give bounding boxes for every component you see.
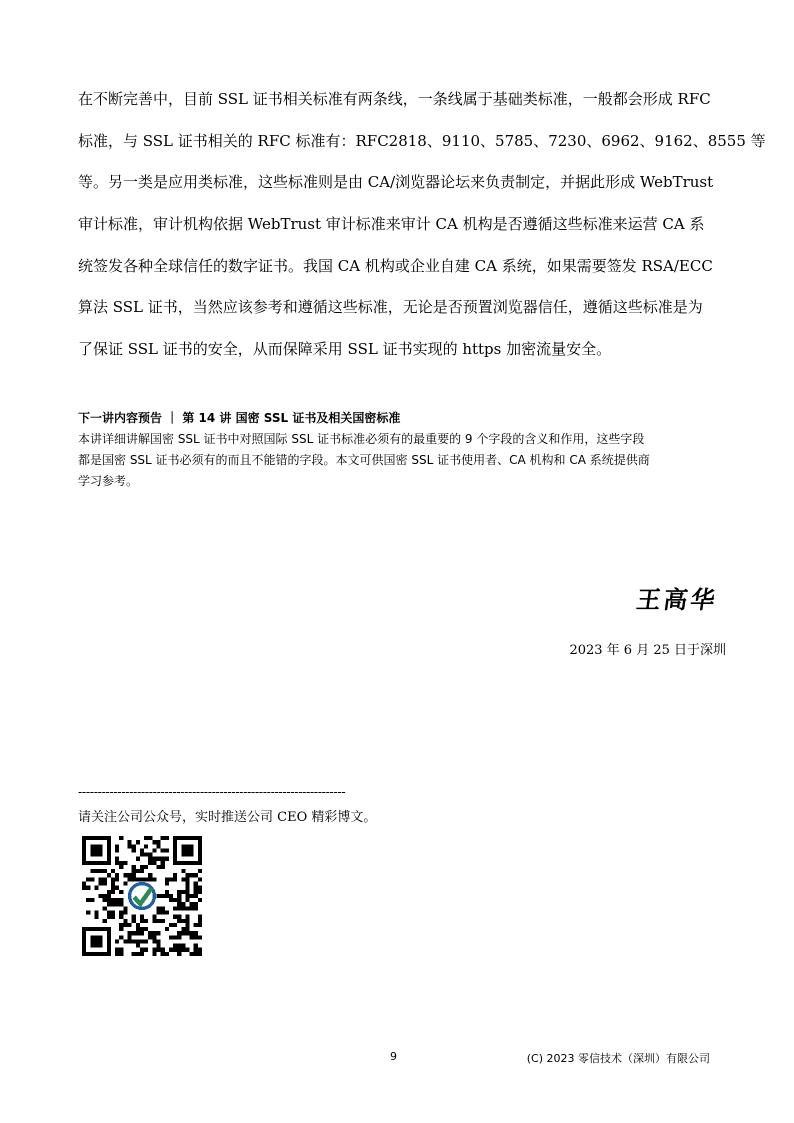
next-lecture-preview-title: 下一讲内容预告 ｜ 第 14 讲 国密 SSL 证书及相关国密标准 [78,411,401,425]
body-text-line: 标准，与 SSL 证书相关的 RFC 标准有：RFC2818、9110、5785、7230、6962、9162、8555 等 [78,132,766,150]
preview-text-line: 学习参考。 [78,474,139,488]
follow-account-text: 请关注公司公众号，实时推送公司 CEO 精彩博文。 [78,810,377,825]
body-text-line: 审计标准，审计机构依据 WebTrust 审计标准来审计 CA 机构是否遵循这些标准来运营 CA 系 [78,215,705,233]
footer-copyright: (C) 2023 零信技术（深圳）有限公司 [526,1052,710,1065]
qr-logo-icon [128,882,157,911]
body-text-line: 在不断完善中，目前 SSL 证书相关标准有两条线，一条线属于基础类标准，一般都会形成 RFC [78,90,711,108]
separator-line: -------------------------------------------------------------------- [78,785,346,799]
page-number: 9 [390,1050,397,1063]
preview-text-line: 本讲详细讲解国密 SSL 证书中对照国际 SSL 证书标准必须有的最重要的 9 个字段的含义和作用，这些字段 [78,432,645,446]
body-text-line: 等。另一类是应用类标准，这些标准则是由 CA/浏览器论坛来负责制定，并据此形成 WebTrust [78,173,714,191]
signature-date: 2023 年 6 月 25 日于深圳 [569,643,726,658]
preview-text-line: 都是国密 SSL 证书必须有的而且不能错的字段。本文可供国密 SSL 证书使用者、CA 机构和 CA 系统提供商 [78,453,650,467]
body-text-line: 算法 SSL 证书，当然应该参考和遵循这些标准，无论是否预置浏览器信任，遵循这些标准是为 [78,298,703,316]
author-signature: 王高华 [634,585,720,614]
body-text-line: 了保证 SSL 证书的安全，从而保障采用 SSL 证书实现的 https 加密流量安全。 [78,340,612,358]
qr-code-icon [82,836,202,956]
body-text-line: 统签发各种全球信任的数字证书。我国 CA 机构或企业自建 CA 系统，如果需要签发 RSA/ECC [78,257,713,275]
